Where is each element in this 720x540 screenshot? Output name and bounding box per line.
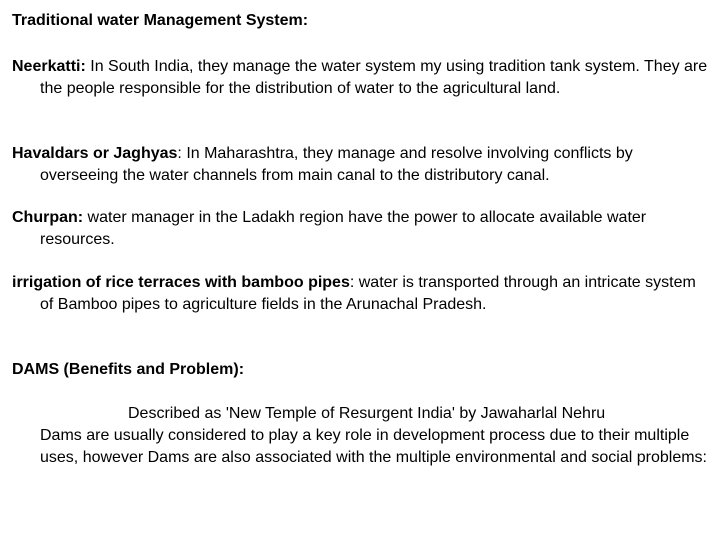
bamboo-irrigation-paragraph [12, 272, 712, 316]
havaldars-term: Havaldars or Jaghyas [12, 145, 178, 162]
churpan-text: water manager in the Ladakh region have the power to allocate available water resources. [40, 209, 647, 248]
bamboo-irrigation-term: irrigation of rice terraces with bamboo pipes [12, 274, 350, 291]
havaldars-text: : In Maharashtra, they manage and resolve involving conflicts by overseeing the water channels from main canal to the distributory canal. [40, 145, 633, 184]
havaldars-paragraph [12, 143, 712, 187]
bamboo-irrigation-text: : water is transported through an intricate system of Bamboo pipes to agriculture fields in the Arunachal Pradesh. [40, 274, 696, 313]
dams-body: Dams are usually considered to play a key role in development process due to their multiple uses, however Dams are also associated with the multiple environmental and social problems: [40, 427, 707, 466]
nehru-quote: Described as 'New Temple of Resurgent India' by Jawaharlal Nehru [128, 405, 606, 422]
neerkatti-text: In South India, they manage the water system my using tradition tank system. They are the people responsible for the distribution of water to the agricultural land. [40, 58, 708, 97]
churpan-term: Churpan: [12, 209, 84, 226]
churpan-paragraph [12, 207, 712, 251]
neerkatti-term: Neerkatti: [12, 58, 86, 75]
dams-heading: DAMS (Benefits and Problem): [12, 361, 245, 378]
section-heading: Traditional water Management System: [12, 12, 309, 29]
dams-paragraph [40, 403, 712, 469]
neerkatti-paragraph [12, 56, 712, 100]
